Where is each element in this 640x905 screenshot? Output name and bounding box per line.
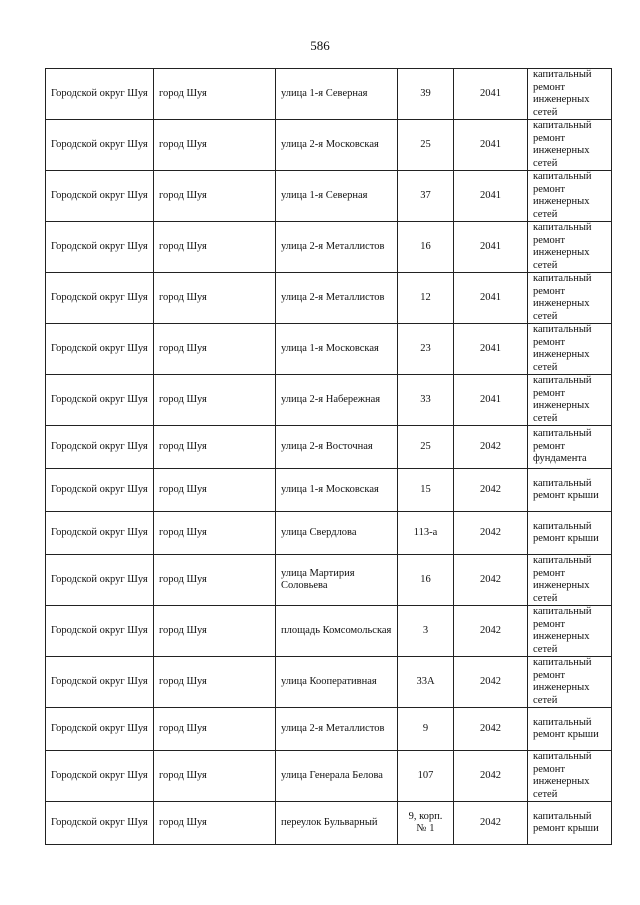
table-row: [46, 708, 612, 751]
district-cell: Городской округ Шуя: [46, 426, 154, 469]
house-number-cell: 9, корп. № 1: [398, 802, 454, 845]
district-cell: Городской округ Шуя: [46, 375, 154, 426]
work-type-cell: капитальный ремонт инженерных сетей: [528, 606, 612, 657]
table-row: [46, 657, 612, 708]
house-number-cell: 37: [398, 171, 454, 222]
house-number-cell: 16: [398, 555, 454, 606]
district-cell: Городской округ Шуя: [46, 469, 154, 512]
street-cell: улица 1-я Московская: [276, 324, 398, 375]
work-type-cell: капитальный ремонт инженерных сетей: [528, 69, 612, 120]
house-number-cell: 3: [398, 606, 454, 657]
district-cell: Городской округ Шуя: [46, 708, 154, 751]
table-row: [46, 222, 612, 273]
district-cell: Городской округ Шуя: [46, 555, 154, 606]
work-type-cell: капитальный ремонт фундамента: [528, 426, 612, 469]
table-row: [46, 751, 612, 802]
district-cell: Городской округ Шуя: [46, 802, 154, 845]
year-cell: 2042: [454, 606, 528, 657]
city-cell: город Шуя: [154, 555, 276, 606]
year-cell: 2042: [454, 426, 528, 469]
work-type-cell: капитальный ремонт инженерных сетей: [528, 657, 612, 708]
city-cell: город Шуя: [154, 324, 276, 375]
house-number-cell: 25: [398, 426, 454, 469]
work-type-cell: капитальный ремонт инженерных сетей: [528, 324, 612, 375]
street-cell: площадь Комсомольская: [276, 606, 398, 657]
work-type-cell: капитальный ремонт крыши: [528, 469, 612, 512]
year-cell: 2042: [454, 469, 528, 512]
street-cell: улица 2-я Металлистов: [276, 708, 398, 751]
table-row: [46, 273, 612, 324]
work-type-cell: капитальный ремонт крыши: [528, 802, 612, 845]
house-number-cell: 113-а: [398, 512, 454, 555]
city-cell: город Шуя: [154, 171, 276, 222]
city-cell: город Шуя: [154, 222, 276, 273]
year-cell: 2041: [454, 222, 528, 273]
street-cell: улица Свердлова: [276, 512, 398, 555]
table-row: [46, 512, 612, 555]
year-cell: 2041: [454, 273, 528, 324]
work-type-cell: капитальный ремонт крыши: [528, 512, 612, 555]
page-number: 586: [310, 38, 330, 53]
city-cell: город Шуя: [154, 469, 276, 512]
table-row: [46, 69, 612, 120]
year-cell: 2042: [454, 657, 528, 708]
year-cell: 2042: [454, 708, 528, 751]
house-number-cell: 15: [398, 469, 454, 512]
work-type-cell: капитальный ремонт инженерных сетей: [528, 120, 612, 171]
year-cell: 2041: [454, 171, 528, 222]
work-type-cell: капитальный ремонт крыши: [528, 708, 612, 751]
year-cell: 2041: [454, 375, 528, 426]
district-cell: Городской округ Шуя: [46, 171, 154, 222]
year-cell: 2042: [454, 751, 528, 802]
district-cell: Городской округ Шуя: [46, 120, 154, 171]
work-type-cell: капитальный ремонт инженерных сетей: [528, 171, 612, 222]
work-type-cell: капитальный ремонт инженерных сетей: [528, 222, 612, 273]
house-number-cell: 9: [398, 708, 454, 751]
street-cell: улица 2-я Восточная: [276, 426, 398, 469]
table-row: [46, 555, 612, 606]
table-row: [46, 375, 612, 426]
house-number-cell: 107: [398, 751, 454, 802]
city-cell: город Шуя: [154, 273, 276, 324]
house-number-cell: 33: [398, 375, 454, 426]
district-cell: Городской округ Шуя: [46, 222, 154, 273]
street-cell: улица 2-я Металлистов: [276, 273, 398, 324]
house-number-cell: 39: [398, 69, 454, 120]
table-body: [46, 69, 612, 845]
district-cell: Городской округ Шуя: [46, 606, 154, 657]
city-cell: город Шуя: [154, 802, 276, 845]
district-cell: Городской округ Шуя: [46, 273, 154, 324]
district-cell: Городской округ Шуя: [46, 324, 154, 375]
street-cell: улица 1-я Северная: [276, 69, 398, 120]
city-cell: город Шуя: [154, 512, 276, 555]
year-cell: 2041: [454, 120, 528, 171]
city-cell: город Шуя: [154, 426, 276, 469]
house-number-cell: 12: [398, 273, 454, 324]
work-type-cell: капитальный ремонт инженерных сетей: [528, 751, 612, 802]
city-cell: город Шуя: [154, 751, 276, 802]
table-row: [46, 324, 612, 375]
table-row: [46, 469, 612, 512]
table-row: [46, 606, 612, 657]
year-cell: 2042: [454, 555, 528, 606]
year-cell: 2041: [454, 69, 528, 120]
district-cell: Городской округ Шуя: [46, 512, 154, 555]
housing-repair-table: [45, 68, 612, 845]
work-type-cell: капитальный ремонт инженерных сетей: [528, 555, 612, 606]
district-cell: Городской округ Шуя: [46, 657, 154, 708]
house-number-cell: 16: [398, 222, 454, 273]
year-cell: 2042: [454, 512, 528, 555]
street-cell: улица Мартирия Соловьева: [276, 555, 398, 606]
street-cell: улица 2-я Металлистов: [276, 222, 398, 273]
city-cell: город Шуя: [154, 120, 276, 171]
table-row: [46, 426, 612, 469]
table-row: [46, 802, 612, 845]
year-cell: 2042: [454, 802, 528, 845]
city-cell: город Шуя: [154, 69, 276, 120]
work-type-cell: капитальный ремонт инженерных сетей: [528, 273, 612, 324]
street-cell: улица 1-я Московская: [276, 469, 398, 512]
house-number-cell: 23: [398, 324, 454, 375]
house-number-cell: 25: [398, 120, 454, 171]
district-cell: Городской округ Шуя: [46, 751, 154, 802]
street-cell: улица 2-я Московская: [276, 120, 398, 171]
house-number-cell: 33А: [398, 657, 454, 708]
street-cell: улица 1-я Северная: [276, 171, 398, 222]
city-cell: город Шуя: [154, 708, 276, 751]
table-row: [46, 171, 612, 222]
city-cell: город Шуя: [154, 375, 276, 426]
street-cell: улица Генерала Белова: [276, 751, 398, 802]
street-cell: улица Кооперативная: [276, 657, 398, 708]
district-cell: Городской округ Шуя: [46, 69, 154, 120]
city-cell: город Шуя: [154, 606, 276, 657]
city-cell: город Шуя: [154, 657, 276, 708]
street-cell: переулок Бульварный: [276, 802, 398, 845]
street-cell: улица 2-я Набережная: [276, 375, 398, 426]
work-type-cell: капитальный ремонт инженерных сетей: [528, 375, 612, 426]
table-row: [46, 120, 612, 171]
year-cell: 2041: [454, 324, 528, 375]
